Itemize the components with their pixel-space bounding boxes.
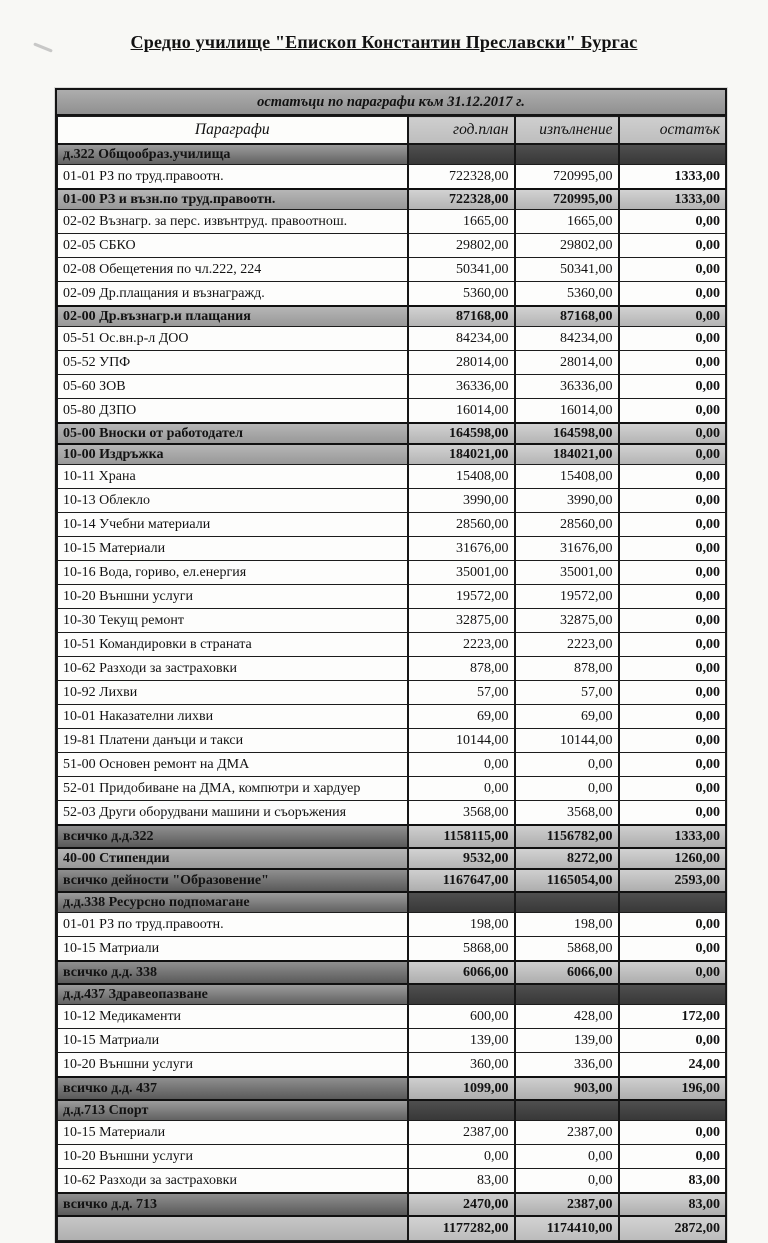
table-row [58, 375, 726, 399]
plan-cell: 35001,00 [408, 561, 515, 585]
rest-cell: 0,00 [619, 801, 726, 826]
rest-cell [619, 144, 726, 165]
row-label-cell: 02-09 Др.плащания и възнагражд. [58, 282, 408, 307]
row-label-cell: 10-20 Външни услуги [58, 1053, 408, 1078]
rest-cell: 0,00 [619, 777, 726, 801]
exec-cell: 31676,00 [515, 537, 619, 561]
row-label-cell: 19-81 Платени данъци и такси [58, 729, 408, 753]
exec-cell: 35001,00 [515, 561, 619, 585]
rest-cell: 0,00 [619, 753, 726, 777]
exec-cell: 57,00 [515, 681, 619, 705]
exec-cell: 0,00 [515, 1145, 619, 1169]
row-label-cell: д.д.437 Здравеопазване [58, 984, 408, 1005]
table-banner: остатъци по параграфи към 31.12.2017 г. [57, 90, 725, 116]
table-row [58, 705, 726, 729]
exec-cell: 1174410,00 [515, 1216, 619, 1241]
table-row [58, 1053, 726, 1078]
plan-cell: 9532,00 [408, 848, 515, 869]
column-header-remainder: остатък [619, 117, 726, 145]
rest-cell: 0,00 [619, 1029, 726, 1053]
exec-cell: 16014,00 [515, 399, 619, 424]
rest-cell: 0,00 [619, 961, 726, 984]
table-row [58, 465, 726, 489]
plan-cell: 32875,00 [408, 609, 515, 633]
row-label-cell: 10-92 Лихви [58, 681, 408, 705]
row-label-cell: 02-05 СБКО [58, 234, 408, 258]
exec-cell: 1665,00 [515, 210, 619, 234]
exec-cell: 0,00 [515, 1169, 619, 1194]
row-label-cell: д.д.338 Ресурсно подпомагане [58, 892, 408, 913]
table-row [58, 351, 726, 375]
rest-cell: 24,00 [619, 1053, 726, 1078]
plan-cell: 84234,00 [408, 327, 515, 351]
table-row [58, 585, 726, 609]
row-label-cell: 51-00 Основен ремонт на ДМА [58, 753, 408, 777]
table-row [58, 869, 726, 892]
exec-cell: 878,00 [515, 657, 619, 681]
plan-cell: 3568,00 [408, 801, 515, 826]
row-label-cell: 10-13 Облекло [58, 489, 408, 513]
rest-cell [619, 1100, 726, 1121]
rest-cell: 0,00 [619, 633, 726, 657]
rest-cell: 1333,00 [619, 189, 726, 210]
row-label-cell: 10-15 Матриали [58, 937, 408, 962]
rest-cell: 0,00 [619, 351, 726, 375]
plan-cell: 722328,00 [408, 189, 515, 210]
table-row [58, 984, 726, 1005]
row-label-cell: д.д.713 Спорт [58, 1100, 408, 1121]
row-label-cell: 40-00 Стипендии [58, 848, 408, 869]
rest-cell: 0,00 [619, 399, 726, 424]
table-row [58, 537, 726, 561]
exec-cell: 87168,00 [515, 306, 619, 327]
row-label-cell: 10-15 Материали [58, 537, 408, 561]
exec-cell: 0,00 [515, 753, 619, 777]
plan-cell: 600,00 [408, 1005, 515, 1029]
row-label-cell: 10-51 Командировки в страната [58, 633, 408, 657]
plan-cell: 29802,00 [408, 234, 515, 258]
table-row [58, 513, 726, 537]
rest-cell: 0,00 [619, 465, 726, 489]
exec-cell: 2387,00 [515, 1121, 619, 1145]
table-row [58, 825, 726, 848]
rest-cell: 0,00 [619, 1121, 726, 1145]
rest-cell: 172,00 [619, 1005, 726, 1029]
plan-cell: 139,00 [408, 1029, 515, 1053]
table-row [58, 1077, 726, 1100]
rest-cell: 0,00 [619, 234, 726, 258]
row-label-cell: 05-52 УПФ [58, 351, 408, 375]
exec-cell: 19572,00 [515, 585, 619, 609]
rest-cell: 0,00 [619, 729, 726, 753]
table-header-row [58, 117, 726, 145]
table-row [58, 1005, 726, 1029]
exec-cell: 1165054,00 [515, 869, 619, 892]
table-row [58, 633, 726, 657]
row-label-cell: 10-12 Медикаменти [58, 1005, 408, 1029]
rest-cell: 0,00 [619, 513, 726, 537]
exec-cell: 3990,00 [515, 489, 619, 513]
plan-cell: 87168,00 [408, 306, 515, 327]
rest-cell: 0,00 [619, 561, 726, 585]
row-label-cell: 10-15 Материали [58, 1121, 408, 1145]
rest-cell: 0,00 [619, 609, 726, 633]
table-row [58, 1145, 726, 1169]
row-label-cell: 05-60 ЗОВ [58, 375, 408, 399]
plan-cell [408, 1100, 515, 1121]
plan-cell: 2387,00 [408, 1121, 515, 1145]
column-header-execution: изпълнение [515, 117, 619, 145]
rest-cell: 196,00 [619, 1077, 726, 1100]
row-label-cell: 02-02 Възнагр. за перс. извънтруд. правоотнош. [58, 210, 408, 234]
rest-cell: 0,00 [619, 306, 726, 327]
plan-cell: 16014,00 [408, 399, 515, 424]
rest-cell: 1333,00 [619, 825, 726, 848]
rest-cell: 0,00 [619, 1145, 726, 1169]
row-label-cell: 52-01 Придобиване на ДМА, компютри и хардуер [58, 777, 408, 801]
table-row [58, 681, 726, 705]
row-label-cell: 10-11 Храна [58, 465, 408, 489]
plan-cell: 83,00 [408, 1169, 515, 1194]
table-row [58, 937, 726, 962]
table-row [58, 327, 726, 351]
row-label-cell: 05-51 Ос.вн.р-л ДОО [58, 327, 408, 351]
rest-cell: 0,00 [619, 937, 726, 962]
plan-cell: 28560,00 [408, 513, 515, 537]
plan-cell: 722328,00 [408, 165, 515, 190]
exec-cell: 84234,00 [515, 327, 619, 351]
rest-cell: 83,00 [619, 1169, 726, 1194]
plan-cell: 2470,00 [408, 1193, 515, 1216]
rest-cell: 1260,00 [619, 848, 726, 869]
column-header-annual-plan: год.план [408, 117, 515, 145]
row-label-cell: всичко д.д. 437 [58, 1077, 408, 1100]
exec-cell: 69,00 [515, 705, 619, 729]
row-label-cell: 01-01 РЗ по труд.правоотн. [58, 913, 408, 937]
exec-cell [515, 984, 619, 1005]
row-label-cell: 10-16 Вода, гориво, ел.енергия [58, 561, 408, 585]
exec-cell: 8272,00 [515, 848, 619, 869]
rest-cell: 0,00 [619, 423, 726, 444]
plan-cell: 360,00 [408, 1053, 515, 1078]
exec-cell: 428,00 [515, 1005, 619, 1029]
plan-cell: 1099,00 [408, 1077, 515, 1100]
rest-cell: 0,00 [619, 489, 726, 513]
table-row [58, 561, 726, 585]
row-label-cell: 10-20 Външни услуги [58, 1145, 408, 1169]
exec-cell: 15408,00 [515, 465, 619, 489]
row-label-cell: д.322 Общообраз.училища [58, 144, 408, 165]
rest-cell: 0,00 [619, 705, 726, 729]
exec-cell [515, 1100, 619, 1121]
exec-cell: 0,00 [515, 777, 619, 801]
plan-cell [408, 984, 515, 1005]
rest-cell: 0,00 [619, 375, 726, 399]
table-row [58, 1029, 726, 1053]
row-label-cell: 10-20 Външни услуги [58, 585, 408, 609]
exec-cell: 2223,00 [515, 633, 619, 657]
plan-cell: 1167647,00 [408, 869, 515, 892]
table-row [58, 609, 726, 633]
plan-cell: 15408,00 [408, 465, 515, 489]
table-row [58, 423, 726, 444]
exec-cell: 10144,00 [515, 729, 619, 753]
row-label-cell [58, 1216, 408, 1241]
exec-cell: 5868,00 [515, 937, 619, 962]
exec-cell: 164598,00 [515, 423, 619, 444]
rest-cell: 0,00 [619, 913, 726, 937]
exec-cell: 2387,00 [515, 1193, 619, 1216]
row-label-cell: 10-15 Матриали [58, 1029, 408, 1053]
table-row [58, 753, 726, 777]
table-row [58, 913, 726, 937]
exec-cell [515, 892, 619, 913]
plan-cell: 36336,00 [408, 375, 515, 399]
exec-cell: 139,00 [515, 1029, 619, 1053]
row-label-cell: всичко д.д. 338 [58, 961, 408, 984]
row-label-cell: 02-00 Др.възнагр.и плащания [58, 306, 408, 327]
plan-cell: 28014,00 [408, 351, 515, 375]
row-label-cell: 10-01 Наказателни лихви [58, 705, 408, 729]
plan-cell: 878,00 [408, 657, 515, 681]
table-row [58, 234, 726, 258]
row-label-cell: 02-08 Обещетения по чл.222, 224 [58, 258, 408, 282]
row-label-cell: всичко д.д. 713 [58, 1193, 408, 1216]
table-row [58, 189, 726, 210]
plan-cell: 1665,00 [408, 210, 515, 234]
row-label-cell: 01-00 РЗ и възн.по труд.правоотн. [58, 189, 408, 210]
rest-cell [619, 892, 726, 913]
plan-cell: 1177282,00 [408, 1216, 515, 1241]
rest-cell: 0,00 [619, 585, 726, 609]
rest-cell: 1333,00 [619, 165, 726, 190]
exec-cell: 184021,00 [515, 444, 619, 465]
exec-cell: 29802,00 [515, 234, 619, 258]
table-row [58, 1169, 726, 1194]
table-row [58, 399, 726, 424]
exec-cell: 5360,00 [515, 282, 619, 307]
row-label-cell: всичко дейности "Образовение" [58, 869, 408, 892]
plan-cell: 2223,00 [408, 633, 515, 657]
plan-cell: 184021,00 [408, 444, 515, 465]
plan-cell: 164598,00 [408, 423, 515, 444]
plan-cell: 19572,00 [408, 585, 515, 609]
plan-cell: 0,00 [408, 753, 515, 777]
table-row [58, 801, 726, 826]
table-row [58, 144, 726, 165]
row-label-cell: 10-62 Разходи за застраховки [58, 657, 408, 681]
rest-cell: 0,00 [619, 657, 726, 681]
plan-cell: 1158115,00 [408, 825, 515, 848]
rest-cell: 2872,00 [619, 1216, 726, 1241]
plan-cell: 3990,00 [408, 489, 515, 513]
exec-cell: 3568,00 [515, 801, 619, 826]
plan-cell: 5868,00 [408, 937, 515, 962]
plan-cell: 198,00 [408, 913, 515, 937]
row-label-cell: 05-00 Вноски от работодател [58, 423, 408, 444]
table-row [58, 1193, 726, 1216]
table-row [58, 282, 726, 307]
row-label-cell: всичко д.д.322 [58, 825, 408, 848]
plan-cell [408, 144, 515, 165]
exec-cell: 720995,00 [515, 189, 619, 210]
plan-cell [408, 892, 515, 913]
rest-cell: 0,00 [619, 537, 726, 561]
exec-cell: 198,00 [515, 913, 619, 937]
table-row [58, 961, 726, 984]
exec-cell: 28014,00 [515, 351, 619, 375]
table-row [58, 306, 726, 327]
rest-cell: 0,00 [619, 681, 726, 705]
table-row [58, 165, 726, 190]
exec-cell: 1156782,00 [515, 825, 619, 848]
row-label-cell: 10-00 Издръжка [58, 444, 408, 465]
table-row [58, 892, 726, 913]
budget-remainders-table [55, 88, 727, 1243]
table-row [58, 848, 726, 869]
exec-cell: 28560,00 [515, 513, 619, 537]
plan-cell: 69,00 [408, 705, 515, 729]
table-row [58, 489, 726, 513]
column-header-paragraphs: Параграфи [58, 117, 408, 145]
exec-cell [515, 144, 619, 165]
rest-cell: 0,00 [619, 327, 726, 351]
rest-cell: 83,00 [619, 1193, 726, 1216]
paragraphs-table [57, 116, 726, 1241]
table-row [58, 777, 726, 801]
plan-cell: 0,00 [408, 1145, 515, 1169]
exec-cell: 50341,00 [515, 258, 619, 282]
exec-cell: 903,00 [515, 1077, 619, 1100]
rest-cell: 0,00 [619, 282, 726, 307]
table-row [58, 258, 726, 282]
row-label-cell: 10-62 Разходи за застраховки [58, 1169, 408, 1194]
rest-cell: 0,00 [619, 210, 726, 234]
table-row [58, 1216, 726, 1241]
table-row [58, 210, 726, 234]
rest-cell: 2593,00 [619, 869, 726, 892]
exec-cell: 336,00 [515, 1053, 619, 1078]
plan-cell: 57,00 [408, 681, 515, 705]
row-label-cell: 52-03 Други оборудвани машини и съоръжения [58, 801, 408, 826]
table-row [58, 1100, 726, 1121]
rest-cell: 0,00 [619, 444, 726, 465]
row-label-cell: 01-01 РЗ по труд.правоотн. [58, 165, 408, 190]
plan-cell: 6066,00 [408, 961, 515, 984]
exec-cell: 36336,00 [515, 375, 619, 399]
plan-cell: 5360,00 [408, 282, 515, 307]
row-label-cell: 05-80 ДЗПО [58, 399, 408, 424]
rest-cell: 0,00 [619, 258, 726, 282]
table-row [58, 657, 726, 681]
plan-cell: 31676,00 [408, 537, 515, 561]
page-title: Средно училище "Епископ Константин Преславски" Бургас [130, 32, 638, 52]
exec-cell: 720995,00 [515, 165, 619, 190]
plan-cell: 0,00 [408, 777, 515, 801]
rest-cell [619, 984, 726, 1005]
exec-cell: 6066,00 [515, 961, 619, 984]
row-label-cell: 10-30 Текущ ремонт [58, 609, 408, 633]
table-row [58, 1121, 726, 1145]
table-row [58, 729, 726, 753]
plan-cell: 10144,00 [408, 729, 515, 753]
row-label-cell: 10-14 Учебни материали [58, 513, 408, 537]
plan-cell: 50341,00 [408, 258, 515, 282]
exec-cell: 32875,00 [515, 609, 619, 633]
table-row [58, 444, 726, 465]
